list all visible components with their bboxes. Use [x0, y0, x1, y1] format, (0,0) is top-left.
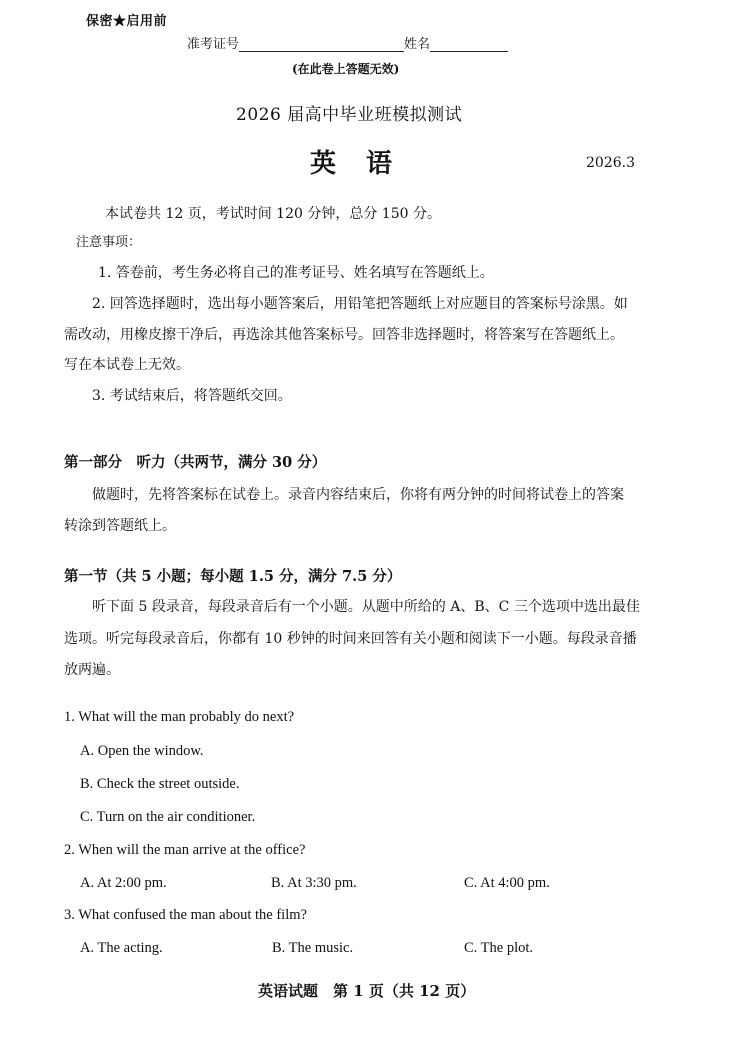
exam-date: 2026.3: [586, 155, 635, 171]
question-3-option-a: A. The acting.: [80, 940, 163, 956]
question-2-option-a: A. At 2:00 pm.: [80, 875, 167, 891]
note-1: 1. 答卷前，考生务必将自己的准考证号、姓名填写在答题纸上。: [98, 265, 494, 281]
name-blank: [430, 37, 508, 52]
subject-title: 英语: [310, 149, 423, 179]
confidential-label: 保密★启用前: [86, 14, 168, 29]
question-3-option-b: B. The music.: [272, 940, 354, 956]
part1-desc-line-1: 做题时，先将答案标在试卷上。录音内容结束后，你将有两分钟的时间将试卷上的答案: [92, 487, 624, 503]
question-2-stem: 2. When will the man arrive at the office?: [64, 842, 306, 858]
note-2-line-3: 写在本试卷上无效。: [64, 357, 190, 373]
page-footer: 英语试题 第 1 页（共 12 页）: [258, 982, 476, 1000]
part1-desc-line-2: 转涂到答题纸上。: [64, 518, 176, 534]
candidate-info-row: [187, 33, 508, 52]
question-3-option-c: C. The plot.: [464, 940, 534, 956]
note-2-line-2: 需改动，用橡皮擦干净后，再选涂其他答案标号。回答非选择题时，将答案写在答题纸上。: [64, 327, 624, 343]
question-1-option-b: B. Check the street outside.: [80, 776, 240, 792]
section1-desc-line-3: 放两遍。: [64, 662, 120, 678]
section1-desc-line-1: 听下面 5 段录音，每段录音后有一个小题。从题中所给的 A、B、C 三个选项中选出最佳: [92, 599, 640, 615]
exam-id-blank: [239, 37, 404, 52]
note-2-line-1: 2. 回答选择题时，选出每小题答案后，用铅笔把答题纸上对应题目的答案标号涂黑。如: [92, 296, 628, 312]
part1-title: 第一部分 听力（共两节，满分 30 分）: [64, 454, 327, 471]
question-2-option-b: B. At 3:30 pm.: [271, 875, 357, 891]
question-1-stem: 1. What will the man probably do next?: [64, 709, 295, 725]
notes-title: 注意事项：: [76, 235, 142, 250]
question-2-option-c: C. At 4:00 pm.: [464, 875, 550, 891]
exam-summary: 本试卷共 12 页，考试时间 120 分钟，总分 150 分。: [105, 206, 441, 222]
name-label: 姓名: [404, 37, 431, 52]
answer-warning: (在此卷上答题无效): [292, 62, 400, 76]
note-3: 3. 考试结束后，将答题纸交回。: [92, 388, 292, 404]
question-1-option-a: A. Open the window.: [80, 743, 204, 759]
exam-id-label: 准考证号: [187, 37, 240, 52]
exam-title: 2026 届高中毕业班模拟测试: [236, 105, 463, 125]
section1-desc-line-2: 选项。听完每段录音后，你都有 10 秒钟的时间来回答有关小题和阅读下一小题。每段录音播: [64, 631, 637, 647]
question-1-option-c: C. Turn on the air conditioner.: [80, 809, 256, 825]
question-3-stem: 3. What confused the man about the film?: [64, 907, 307, 923]
section1-title: 第一节（共 5 小题；每小题 1.5 分，满分 7.5 分）: [64, 568, 402, 585]
